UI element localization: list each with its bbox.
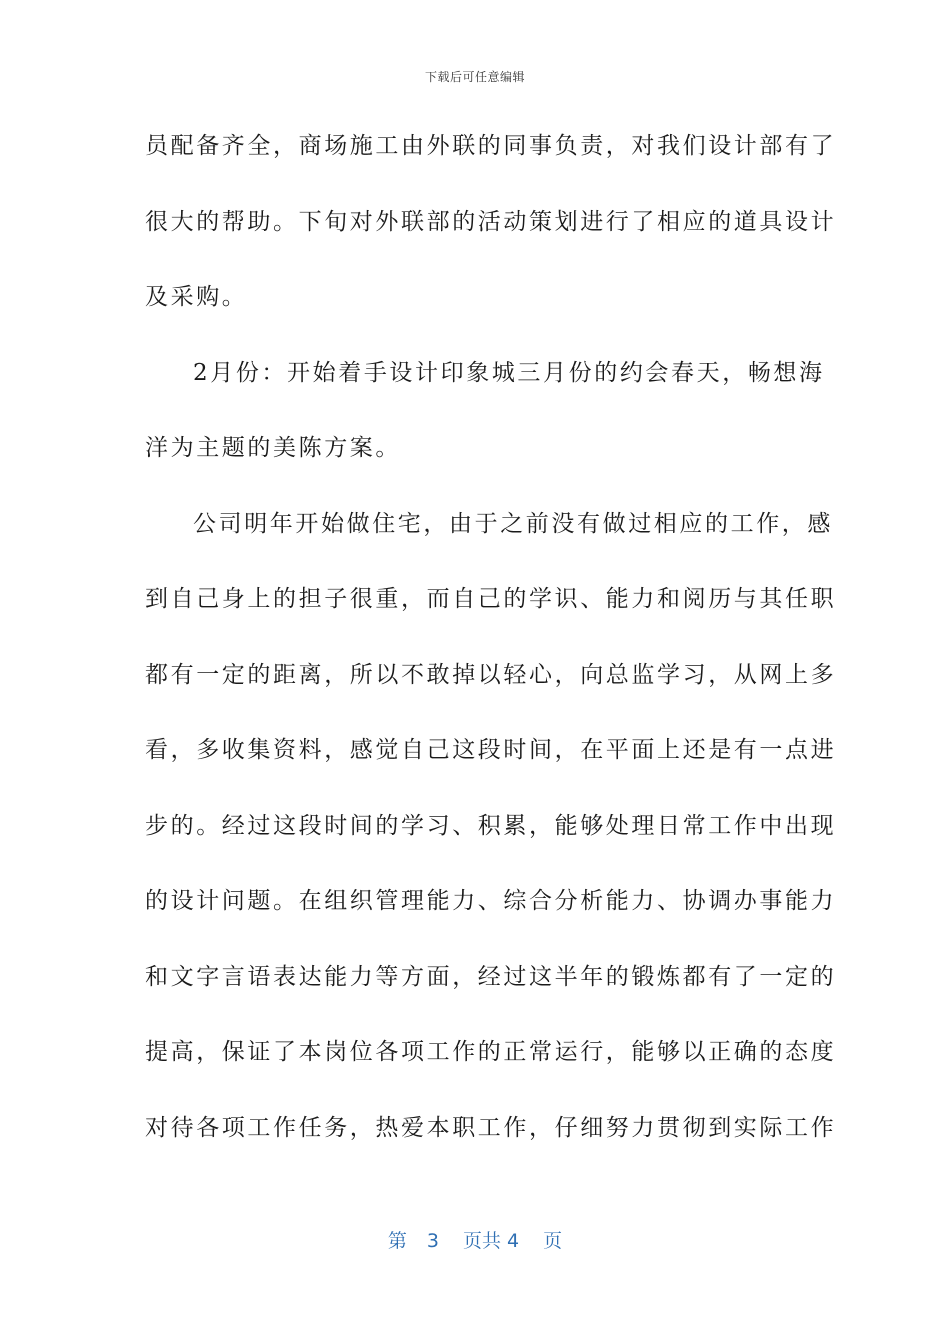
paragraph-line: 2月份：开始着手设计印象城三月份的约会春天，畅想海 — [193, 359, 825, 386]
footer-suffix: 页 — [543, 1230, 563, 1252]
paragraph-line: 公司明年开始做住宅，由于之前没有做过相应的工作，感 — [193, 510, 833, 537]
paragraph-line: 提高，保证了本岗位各项工作的正常运行，能够以正确的态度 — [145, 1039, 837, 1065]
paragraph-line: 员配备齐全，商场施工由外联的同事负责，对我们设计部有了 — [145, 133, 837, 159]
paragraph-line: 及采购。 — [145, 284, 248, 310]
body-text — [145, 124, 837, 1181]
total-pages-number: 4 — [507, 1230, 520, 1252]
paragraph-line: 洋为主题的美陈方案。 — [145, 435, 401, 461]
page-header-note: 下载后可任意编辑 — [424, 70, 525, 84]
paragraph-line: 步的。经过这段时间的学习、积累，能够处理日常工作中出现 — [145, 812, 837, 839]
page-footer — [0, 1226, 950, 1253]
current-page-number: 3 — [426, 1230, 439, 1252]
paragraph-line: 到自己身上的担子很重，而自己的学识、能力和阅历与其任职 — [145, 586, 837, 612]
paragraph-line: 的设计问题。在组织管理能力、综合分析能力、协调办事能力 — [145, 888, 837, 914]
paragraph-line: 很大的帮助。下旬对外联部的活动策划进行了相应的道具设计 — [145, 208, 837, 235]
paragraph-line: 和文字言语表达能力等方面，经过这半年的锻炼都有了一定的 — [145, 963, 837, 990]
paragraph-line: 看，多收集资料，感觉自己这段时间，在平面上还是有一点进 — [145, 737, 837, 763]
footer-middle: 页共 — [462, 1230, 501, 1252]
paragraph-line: 都有一定的距离，所以不敢掉以轻心，向总监学习，从网上多 — [145, 661, 837, 688]
paragraph-line: 对待各项工作任务，热爱本职工作，仔细努力贯彻到实际工作 — [145, 1114, 837, 1141]
footer-prefix: 第 — [387, 1230, 407, 1252]
